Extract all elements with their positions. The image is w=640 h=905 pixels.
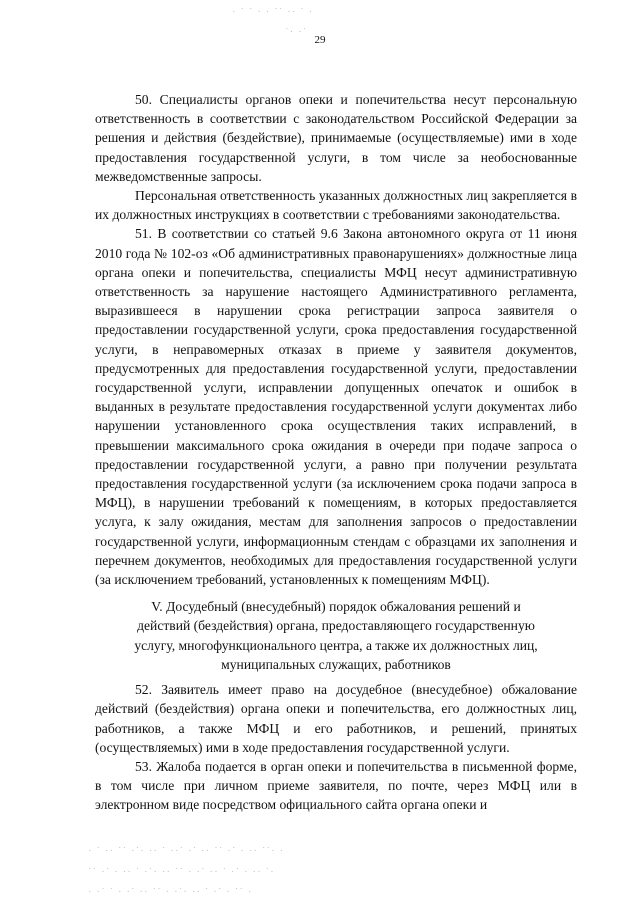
paragraph-52: 52. Заявитель имеет право на досудебное (внесудебное) обжалование действий (бездействия) органа опеки и попечительства, его должностных лиц, работников, а также МФЦ и его работников, и решений, принятых (осуществляемых) ими в ходе предоставления государственной услуги. xyxy=(95,682,577,755)
section-title-line-2: действий (бездействия) органа, предоставляющего государственную xyxy=(137,618,535,634)
section-title-line-4: муниципальных служащих, работников xyxy=(221,656,451,672)
paragraph-50: 50. Специалисты органов опеки и попечительства несут персональную ответственность в соответствии с законодательством Российской Федерации за решения и действия (бездействие), принимаемые (осуществляемые) ими в ходе предоставления государственной услуги, в том числе за необоснованные межведомственные запросы. xyxy=(95,92,577,184)
bleed-through-text: ˙˙ ·˙ · ·· ˙ ·˙· ·· ˙˙ · ·˙ ·· ˙ ·˙ · ·· ˙· xyxy=(88,866,275,878)
scan-artifact: ˙· ·˙ xyxy=(285,26,308,38)
bleed-through-text: · ·˙ ˙ · ·˙ ·· ˙˙ · ·˙· ·· ˙ ·˙ · ˙˙ · xyxy=(88,886,253,898)
section-title-line-1: V. Досудебный (внесудебный) порядок обжалования решений и xyxy=(151,599,521,615)
paragraph-51: 51. В соответствии со статьей 9.6 Закона автономного округа от 11 июня 2010 года № 102-оз «Об административных правонарушениях» должностные лица органа опеки и попечительства, специалисты МФЦ несут административную ответственность за нарушение настоящего Административного регламента, выразившееся в нарушении срока регистрации запроса заявителя о предоставлении государственной услуги, срока предоставления государственной услуги, в неправомерных отказах в приеме у заявителя документов, предусмотренных для предоставления государственной услуги, предоставлении государственной услуги, исправлении допущенных опечаток и ошибок в выданных в результате предоставления государственной услуги документах либо нарушении установленного срока осуществления таких исправлений, в превышении максимального срока ожидания в очереди при подаче запроса о предоставлении государственной услуги, а равно при получении результата предоставления государственной услуги (за исключением срока подачи запроса в МФЦ), в нарушении требований к помещениям, в которых предоставляется услуга, к залу ожидания, местам для заполнения запросов о предоставлении государственной услуги, информационным стендам с образцами их заполнения и перечнем документов, необходимых для предоставления государственной услуги (за исключением требований, установленных к помещениям МФЦ). xyxy=(95,226,577,588)
bleed-through-text: · ˙ ·· ˙˙ ·˙· ·· ˙ ··˙ ·˙ ·· ˙˙ ·˙ · ·· ˙˙· · xyxy=(88,845,285,857)
document-body xyxy=(95,90,577,815)
paragraph-50-responsibility: Персональная ответственность указанных должностных лиц закрепляется в их должностных инструкциях в соответствии с требованиями законодательства. xyxy=(95,188,577,223)
scan-artifact: · ˙ ˙ · · ˙˙ ·· ˙ · xyxy=(232,6,314,18)
section-title-line-3: услугу, многофункционального центра, а также их должностных лиц, xyxy=(134,637,538,653)
paragraph-53: 53. Жалоба подается в орган опеки и попечительства в письменной форме, в том числе при личном приеме заявителя, по почте, через МФЦ или в электронном виде посредством официального сайта органа опеки и xyxy=(95,758,577,813)
page-number: 29 xyxy=(314,34,326,46)
section-heading xyxy=(95,597,577,674)
